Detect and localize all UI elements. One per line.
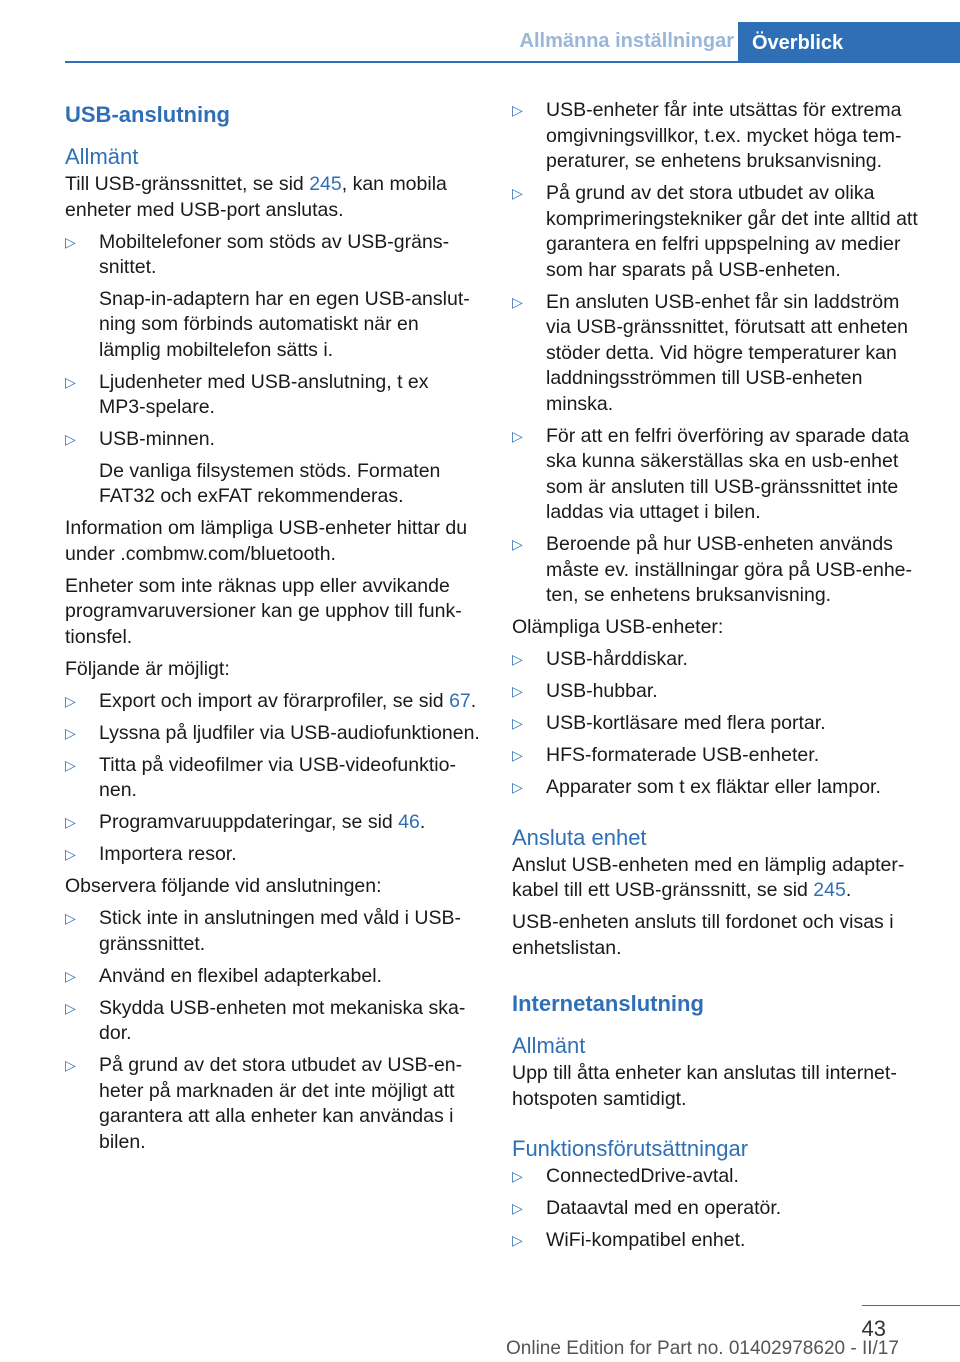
info-paragraph: Information om lämpliga USB-enheter hittar du under .combmw.com/bluetooth. (65, 517, 468, 565)
possible-heading: Följande är möjligt: (65, 657, 230, 680)
bullet-triangle-icon: ▷ (512, 102, 523, 118)
subsection-title-requirements: Funktionsförutsättningar (512, 1136, 749, 1161)
footer-rule (862, 1305, 960, 1306)
bullet-triangle-icon: ▷ (512, 1168, 523, 1184)
bullet-triangle-icon: ▷ (65, 814, 76, 830)
edition-note: Online Edition for Part no. 01402978620 - II/17 (506, 1338, 899, 1359)
list-item: ▷ USB-enheter får inte utsättas för extrema omgivningsvillkor, t.ex. mycket höga temperaturer, se enhetens bruksanvisning. (512, 99, 902, 172)
bullet-triangle-icon: ▷ (512, 536, 523, 552)
bullet-triangle-icon: ▷ (65, 756, 76, 773)
page-link-46[interactable]: 46 (398, 811, 420, 833)
supported-devices-list (65, 230, 480, 510)
list-item: ▷ ConnectedDrive-avtal. (512, 1164, 927, 1190)
header-rule (65, 61, 960, 63)
unsuitable-heading: Olämpliga USB-enheter: (512, 616, 724, 638)
list-item: ▷ USB-hårddiskar. (512, 647, 927, 673)
bullet-triangle-icon: ▷ (65, 967, 76, 984)
warning-paragraph: Enheter som inte räknas upp eller avvikande programvaruversioner kan ge upphov till funktionsfel. (65, 574, 462, 648)
bullet-triangle-icon: ▷ (65, 999, 76, 1016)
page-link-67[interactable]: 67 (449, 689, 471, 712)
bullet-triangle-icon: ▷ (512, 293, 523, 310)
left-column (65, 98, 480, 1162)
requirements-list (512, 1164, 927, 1254)
connect-paragraph: Anslut USB-enheten med en lämplig adapterkabel till ett USB-gränssnitt, se sid 245. (512, 853, 905, 901)
bullet-triangle-icon: ▷ (512, 779, 523, 795)
page-number: 43 (861, 1316, 886, 1341)
usb-limitations-list (512, 98, 927, 609)
bullet-triangle-icon: ▷ (512, 683, 523, 699)
bullet-triangle-icon: ▷ (512, 747, 523, 763)
bullet-triangle-icon: ▷ (512, 427, 523, 444)
list-item: ▷ Skydda USB-enheten mot mekaniska skador. (65, 996, 466, 1044)
observe-heading: Observera följande vid anslutningen: (65, 875, 382, 897)
list-item: ▷ USB-kortläsare med flera portar. (512, 711, 927, 737)
subsection-title-general: Allmänt (65, 144, 139, 169)
list-item: ▷ WiFi-kompatibel enhet. (512, 1228, 927, 1254)
list-item: ▷ Programvaruuppdateringar, se sid 46. (65, 810, 480, 836)
section-title-internet: Internetanslutning (512, 991, 704, 1016)
bullet-triangle-icon: ▷ (65, 1057, 76, 1073)
possible-actions-list (65, 689, 480, 868)
list-item: ▷ På grund av det stora utbudet av olika komprimeringstekniker går det inte alltid att garantera en felfri uppspelning av medier som har sparats på USB-enheten. (512, 182, 918, 281)
page-link-245[interactable]: 245 (813, 879, 846, 901)
list-item: ▷ Använd en flexibel adapterkabel. (65, 964, 480, 990)
section-title-usb: USB-anslutning (65, 102, 230, 127)
list-item: ▷ HFS-formaterade USB-enheter. (512, 743, 927, 769)
list-item: ▷ För att en felfri överföring av sparade data ska kunna säkerställas ska en usb-enhet som är ansluten till USB-gränssnittet inte laddas via uttaget i bilen. (512, 424, 910, 523)
bullet-triangle-icon: ▷ (65, 846, 76, 862)
bullet-triangle-icon: ▷ (65, 233, 76, 250)
bullet-triangle-icon: ▷ (65, 692, 76, 709)
list-item: ▷ Stick inte in anslutningen med våld i USB-gränssnittet. (65, 907, 462, 955)
list-item: ▷ USB-hubbar. (512, 679, 927, 705)
list-item: ▷ En ansluten USB-enhet får sin laddström via USB-gränssnittet, förutsatt att enheten stöder detta. Vid högre temperaturer kan laddningsströmmen till USB-enheten minska. (512, 290, 909, 415)
list-item: ▷ Dataavtal med en operatör. (512, 1196, 927, 1222)
list-item: ▷ På grund av det stora utbudet av USB-enheter på marknaden är det inte möjligt att garantera att alla enheter kan användas i bilen. (65, 1054, 463, 1153)
bullet-triangle-icon: ▷ (65, 431, 76, 447)
bullet-triangle-icon: ▷ (512, 185, 523, 201)
subsection-title-connect: Ansluta enhet (512, 824, 647, 850)
list-item: ▷ Titta på videofilmer via USB-videofunktionen. (65, 753, 456, 801)
list-item: ▷ Lyssna på ljudfiler via USB-audiofunktionen. (65, 721, 480, 747)
internet-paragraph: Upp till åtta enheter kan anslutas till internethotspoten samtidigt. (512, 1062, 897, 1110)
bullet-triangle-icon: ▷ (512, 1232, 523, 1248)
unsuitable-devices-list (512, 647, 927, 801)
bullet-triangle-icon: ▷ (65, 910, 76, 926)
header-section-title: Allmänna inställningar (519, 30, 734, 52)
list-item: ▷ Mobiltelefoner som stöds av USB-gränssnittet. Snap-in-adaptern har en egen USB-anslutning som förbinds automatiskt när en lämplig mobiltelefon sätts i. (65, 230, 470, 361)
list-item: ▷ Export och import av förarprofiler, se sid 67. (65, 689, 480, 715)
list-item: ▷ Ljudenheter med USB-anslutning, t ex MP3-spelare. (65, 370, 429, 418)
bullet-triangle-icon: ▷ (65, 373, 76, 390)
bullet-triangle-icon: ▷ (65, 724, 76, 741)
list-item: ▷ Importera resor. (65, 842, 480, 868)
page-link-245[interactable]: 245 (309, 173, 342, 195)
bullet-triangle-icon: ▷ (512, 715, 523, 731)
bullet-triangle-icon: ▷ (512, 651, 523, 667)
connect-result-paragraph: USB-enheten ansluts till fordonet och visas i enhetslistan. (512, 911, 894, 959)
bullet-triangle-icon: ▷ (512, 1200, 523, 1216)
list-item: ▷ Apparater som t ex fläktar eller lampor. (512, 775, 927, 801)
right-column (512, 98, 927, 1260)
intro-paragraph: Till USB-gränssnittet, se sid 245, kan mobila enheter med USB-port anslutas. (65, 173, 447, 221)
list-item: ▷ USB-minnen. De vanliga filsystemen stöds. Formaten FAT32 och exFAT rekommenderas. (65, 428, 441, 507)
connection-notes-list (65, 906, 480, 1155)
list-item: ▷ Beroende på hur USB-enheten används måste ev. inställningar göra på USB-enheten, se enhetens bruksanvisning. (512, 533, 913, 606)
subsection-title-general-internet: Allmänt (512, 1033, 586, 1058)
header-tab-overview[interactable]: Överblick (738, 22, 960, 62)
